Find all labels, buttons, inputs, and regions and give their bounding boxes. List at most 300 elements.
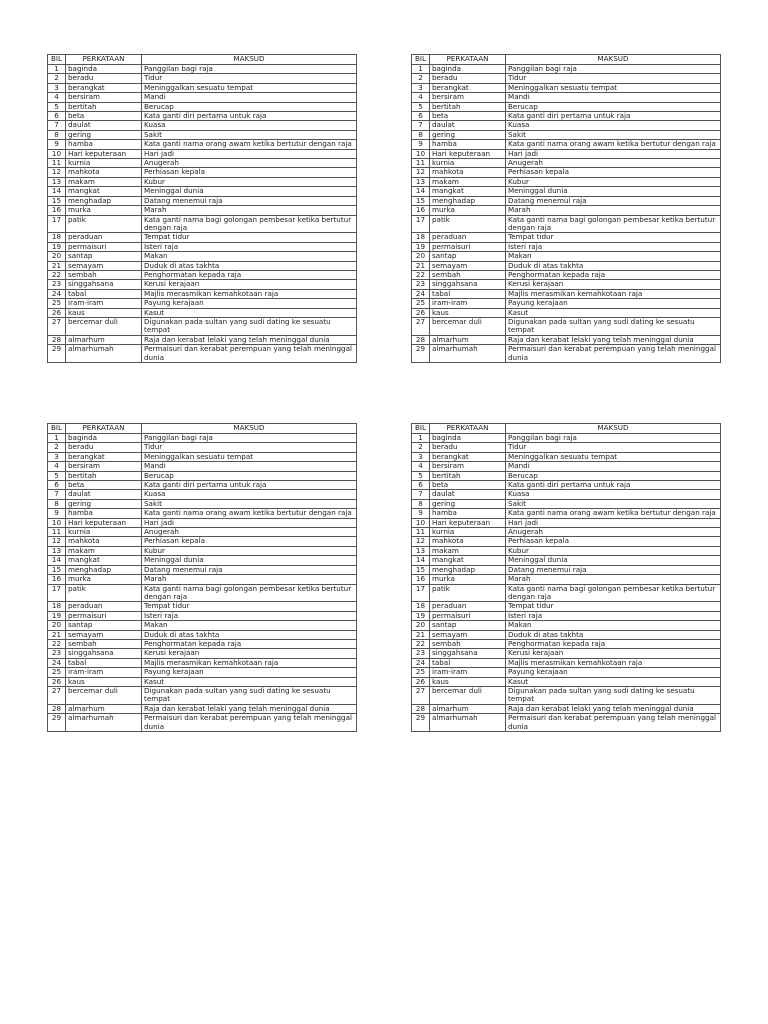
cell-perkataan: santap: [430, 621, 506, 630]
cell-bil: 13: [48, 546, 66, 555]
cell-perkataan: mangkat: [430, 556, 506, 565]
cell-bil: 4: [412, 93, 430, 102]
table-row: [412, 452, 721, 461]
cell-maksud: Meninggalkan sesuatu tempat: [142, 452, 357, 461]
vocab-table-top-left: [47, 54, 357, 363]
table-row: [412, 556, 721, 565]
cell-maksud: Kubur: [142, 546, 357, 555]
cell-bil: 2: [48, 74, 66, 83]
cell-bil: 8: [412, 499, 430, 508]
cell-perkataan: hamba: [66, 509, 142, 518]
table-row: [48, 499, 357, 508]
cell-perkataan: mahkota: [430, 537, 506, 546]
cell-bil: 28: [48, 704, 66, 713]
cell-bil: 28: [412, 335, 430, 344]
table-row: [412, 335, 721, 344]
cell-bil: 15: [412, 196, 430, 205]
cell-maksud: Berucap: [506, 102, 721, 111]
cell-maksud: Penghormatan kepada raja: [506, 270, 721, 279]
table-row: [48, 252, 357, 261]
cell-bil: 3: [48, 452, 66, 461]
cell-bil: 4: [48, 93, 66, 102]
cell-bil: 7: [412, 121, 430, 130]
cell-perkataan: mahkota: [66, 168, 142, 177]
table-row: [412, 242, 721, 251]
cell-perkataan: makam: [430, 177, 506, 186]
cell-perkataan: sembah: [66, 270, 142, 279]
cell-perkataan: patik: [66, 215, 142, 233]
cell-perkataan: daulat: [66, 121, 142, 130]
cell-maksud: Kuasa: [506, 490, 721, 499]
cell-perkataan: makam: [66, 546, 142, 555]
cell-bil: 19: [48, 242, 66, 251]
table-row: [48, 452, 357, 461]
cell-bil: 24: [412, 289, 430, 298]
cell-maksud: Marah: [142, 575, 357, 584]
cell-maksud: Kata ganti nama orang awam ketika bertutur dengan raja: [506, 140, 721, 149]
cell-maksud: Perhiasan kepala: [142, 537, 357, 546]
table-row: [48, 187, 357, 196]
cell-perkataan: hamba: [430, 140, 506, 149]
cell-bil: 6: [48, 481, 66, 490]
cell-perkataan: beta: [430, 112, 506, 121]
cell-maksud: Anugerah: [506, 159, 721, 168]
vocab-table-bottom-right: [411, 423, 721, 732]
table-row: [48, 611, 357, 620]
cell-bil: 6: [48, 112, 66, 121]
cell-bil: 27: [48, 317, 66, 335]
table-row: [412, 187, 721, 196]
table-row: [48, 658, 357, 667]
table-row: [412, 74, 721, 83]
cell-bil: 23: [412, 649, 430, 658]
cell-perkataan: kurnia: [66, 528, 142, 537]
cell-bil: 21: [48, 630, 66, 639]
cell-bil: 27: [412, 686, 430, 704]
cell-maksud: Kuasa: [506, 121, 721, 130]
cell-maksud: Mandi: [506, 93, 721, 102]
cell-bil: 23: [48, 280, 66, 289]
table-row: [412, 658, 721, 667]
table-row: [48, 196, 357, 205]
cell-perkataan: tabal: [66, 289, 142, 298]
table-row: [412, 611, 721, 620]
cell-maksud: Anugerah: [142, 528, 357, 537]
table-row: [412, 686, 721, 704]
cell-maksud: Kuasa: [142, 121, 357, 130]
table-row: [48, 443, 357, 452]
cell-maksud: Tidur: [506, 443, 721, 452]
cell-maksud: Makan: [142, 621, 357, 630]
cell-maksud: Digunakan pada sultan yang sudi dating ke sesuatu tempat: [506, 317, 721, 335]
cell-perkataan: Hari keputeraan: [66, 149, 142, 158]
cell-maksud: Payung kerajaan: [142, 299, 357, 308]
header-maksud: MAKSUD: [142, 424, 357, 434]
table-row: [412, 443, 721, 452]
cell-perkataan: baginda: [66, 65, 142, 74]
cell-maksud: Kata ganti nama orang awam ketika bertutur dengan raja: [142, 509, 357, 518]
cell-perkataan: kurnia: [430, 159, 506, 168]
cell-perkataan: daulat: [430, 121, 506, 130]
cell-bil: 9: [48, 140, 66, 149]
header-perkataan: PERKATAAN: [66, 55, 142, 65]
cell-perkataan: singgahsana: [430, 649, 506, 658]
cell-perkataan: tabal: [430, 658, 506, 667]
table-row: [48, 345, 357, 363]
cell-bil: 17: [412, 215, 430, 233]
cell-maksud: Kubur: [506, 546, 721, 555]
cell-perkataan: semayam: [430, 261, 506, 270]
cell-bil: 23: [48, 649, 66, 658]
cell-perkataan: bersiram: [66, 93, 142, 102]
cell-perkataan: beradu: [66, 443, 142, 452]
header-maksud: MAKSUD: [506, 424, 721, 434]
cell-maksud: Duduk di atas takhta: [506, 261, 721, 270]
cell-maksud: Payung kerajaan: [506, 299, 721, 308]
cell-bil: 13: [412, 177, 430, 186]
table-row: [412, 261, 721, 270]
cell-perkataan: beta: [66, 481, 142, 490]
table-row: [48, 677, 357, 686]
cell-maksud: Kata ganti nama orang awam ketika bertutur dengan raja: [142, 140, 357, 149]
cell-perkataan: gering: [66, 499, 142, 508]
cell-bil: 21: [412, 630, 430, 639]
cell-perkataan: tabal: [430, 289, 506, 298]
cell-maksud: Panggilan bagi raja: [506, 65, 721, 74]
cell-maksud: Raja dan kerabat lelaki yang telah meninggal dunia: [506, 704, 721, 713]
cell-bil: 11: [412, 159, 430, 168]
table-row: [48, 206, 357, 215]
cell-perkataan: peraduan: [66, 602, 142, 611]
table-row: [412, 584, 721, 602]
table-row: [412, 575, 721, 584]
cell-perkataan: almarhum: [66, 704, 142, 713]
cell-maksud: Payung kerajaan: [142, 668, 357, 677]
cell-bil: 20: [412, 621, 430, 630]
cell-bil: 11: [48, 159, 66, 168]
cell-maksud: Sakit: [506, 499, 721, 508]
header-bil: BIL: [48, 424, 66, 434]
cell-maksud: Majlis merasmikan kemahkotaan raja: [142, 289, 357, 298]
cell-maksud: Datang menemui raja: [142, 565, 357, 574]
table-row: [48, 83, 357, 92]
cell-maksud: Kuasa: [142, 490, 357, 499]
cell-maksud: Hari jadi: [142, 149, 357, 158]
cell-maksud: Tidur: [142, 74, 357, 83]
table-row: [48, 121, 357, 130]
table-row: [48, 261, 357, 270]
header-perkataan: PERKATAAN: [430, 55, 506, 65]
table-row: [48, 65, 357, 74]
table-row: [412, 537, 721, 546]
table-row: [48, 481, 357, 490]
table-row: [412, 308, 721, 317]
cell-maksud: Panggilan bagi raja: [142, 434, 357, 443]
cell-perkataan: daulat: [430, 490, 506, 499]
table-row: [412, 168, 721, 177]
cell-bil: 15: [412, 565, 430, 574]
cell-perkataan: permaisuri: [66, 611, 142, 620]
cell-maksud: Tempat tidur: [142, 233, 357, 242]
cell-maksud: Perhiasan kepala: [142, 168, 357, 177]
cell-perkataan: menghadap: [66, 565, 142, 574]
table-row: [48, 74, 357, 83]
table-row: [412, 621, 721, 630]
cell-bil: 14: [48, 556, 66, 565]
cell-maksud: Kubur: [142, 177, 357, 186]
table-row: [48, 317, 357, 335]
cell-perkataan: menghadap: [430, 565, 506, 574]
cell-bil: 25: [48, 299, 66, 308]
cell-perkataan: bertitah: [66, 102, 142, 111]
cell-maksud: Majlis merasmikan kemahkotaan raja: [506, 289, 721, 298]
cell-maksud: Kata ganti nama orang awam ketika bertutur dengan raja: [506, 509, 721, 518]
cell-perkataan: peraduan: [430, 602, 506, 611]
cell-perkataan: santap: [66, 252, 142, 261]
cell-maksud: Duduk di atas takhta: [142, 261, 357, 270]
cell-perkataan: bercemar duli: [66, 686, 142, 704]
cell-bil: 12: [412, 168, 430, 177]
table-row: [412, 270, 721, 279]
cell-bil: 16: [48, 575, 66, 584]
cell-maksud: Meninggalkan sesuatu tempat: [506, 83, 721, 92]
cell-perkataan: kaus: [430, 308, 506, 317]
table-row: [48, 518, 357, 527]
cell-perkataan: bersiram: [430, 462, 506, 471]
cell-perkataan: bercemar duli: [430, 686, 506, 704]
table-row: [48, 649, 357, 658]
cell-perkataan: baginda: [430, 65, 506, 74]
cell-bil: 14: [48, 187, 66, 196]
cell-bil: 20: [412, 252, 430, 261]
cell-maksud: Digunakan pada sultan yang sudi dating ke sesuatu tempat: [142, 317, 357, 335]
table-row: [412, 196, 721, 205]
table-row: [48, 177, 357, 186]
table-row: [412, 159, 721, 168]
table-row: [48, 270, 357, 279]
table-row: [412, 280, 721, 289]
cell-bil: 18: [412, 602, 430, 611]
cell-maksud: Marah: [142, 206, 357, 215]
cell-maksud: Datang menemui raja: [506, 196, 721, 205]
cell-perkataan: almarhumah: [66, 714, 142, 732]
cell-maksud: Kata ganti nama bagi golongan pembesar ketika bertutur dengan raja: [506, 584, 721, 602]
table-row: [48, 537, 357, 546]
cell-perkataan: berangkat: [66, 452, 142, 461]
header-maksud: MAKSUD: [506, 55, 721, 65]
cell-perkataan: makam: [430, 546, 506, 555]
cell-bil: 20: [48, 621, 66, 630]
table-row: [412, 83, 721, 92]
cell-maksud: Permaisuri dan kerabat perempuan yang telah meninggal dunia: [142, 714, 357, 732]
cell-perkataan: iram-iram: [430, 299, 506, 308]
cell-bil: 25: [48, 668, 66, 677]
cell-perkataan: kaus: [66, 677, 142, 686]
table-row: [412, 630, 721, 639]
table-row: [412, 714, 721, 732]
cell-bil: 2: [412, 74, 430, 83]
cell-bil: 6: [412, 481, 430, 490]
cell-perkataan: singgahsana: [66, 649, 142, 658]
cell-maksud: Penghormatan kepada raja: [506, 639, 721, 648]
cell-bil: 20: [48, 252, 66, 261]
cell-maksud: Hari jadi: [142, 518, 357, 527]
cell-perkataan: kaus: [430, 677, 506, 686]
table-row: [48, 112, 357, 121]
table-row: [48, 471, 357, 480]
table-row: [48, 714, 357, 732]
table-row: [48, 546, 357, 555]
cell-bil: 5: [48, 471, 66, 480]
cell-maksud: Perhiasan kepala: [506, 537, 721, 546]
table-row: [412, 140, 721, 149]
cell-maksud: Meninggal dunia: [142, 556, 357, 565]
cell-perkataan: peraduan: [430, 233, 506, 242]
cell-perkataan: makam: [66, 177, 142, 186]
table-row: [412, 206, 721, 215]
table-row: [412, 518, 721, 527]
cell-perkataan: bertitah: [430, 471, 506, 480]
cell-perkataan: sembah: [430, 639, 506, 648]
cell-bil: 18: [48, 233, 66, 242]
cell-maksud: Kerusi kerajaan: [142, 649, 357, 658]
cell-bil: 24: [48, 289, 66, 298]
cell-bil: 22: [412, 270, 430, 279]
cell-bil: 2: [48, 443, 66, 452]
cell-bil: 22: [48, 639, 66, 648]
cell-perkataan: permaisuri: [66, 242, 142, 251]
table-row: [412, 704, 721, 713]
cell-bil: 27: [412, 317, 430, 335]
cell-bil: 4: [412, 462, 430, 471]
cell-perkataan: gering: [430, 499, 506, 508]
cell-perkataan: murka: [430, 575, 506, 584]
cell-maksud: Kerusi kerajaan: [142, 280, 357, 289]
cell-maksud: Permaisuri dan kerabat perempuan yang telah meninggal dunia: [506, 714, 721, 732]
cell-perkataan: kurnia: [430, 528, 506, 537]
cell-bil: 16: [412, 206, 430, 215]
cell-maksud: Makan: [506, 621, 721, 630]
table-row: [412, 602, 721, 611]
cell-maksud: Kata ganti diri pertama untuk raja: [506, 112, 721, 121]
cell-bil: 10: [48, 149, 66, 158]
cell-bil: 25: [412, 668, 430, 677]
cell-bil: 8: [412, 130, 430, 139]
cell-maksud: Kasut: [506, 677, 721, 686]
cell-bil: 14: [412, 187, 430, 196]
cell-bil: 22: [412, 639, 430, 648]
cell-bil: 19: [412, 611, 430, 620]
cell-maksud: Meninggal dunia: [506, 556, 721, 565]
cell-maksud: Kasut: [142, 308, 357, 317]
cell-bil: 7: [412, 490, 430, 499]
cell-bil: 2: [412, 443, 430, 452]
cell-maksud: Tempat tidur: [506, 233, 721, 242]
cell-perkataan: almarhumah: [430, 714, 506, 732]
table-row: [412, 130, 721, 139]
table-row: [412, 677, 721, 686]
cell-bil: 11: [412, 528, 430, 537]
table-row: [412, 112, 721, 121]
cell-bil: 13: [412, 546, 430, 555]
table-row: [412, 121, 721, 130]
table-row: [412, 565, 721, 574]
cell-maksud: Permaisuri dan kerabat perempuan yang telah meninggal dunia: [142, 345, 357, 363]
table-row: [48, 140, 357, 149]
table-row: [48, 102, 357, 111]
table-row: [48, 621, 357, 630]
cell-perkataan: mangkat: [430, 187, 506, 196]
cell-bil: 5: [412, 471, 430, 480]
vocab-table-bottom-left: [47, 423, 357, 732]
cell-perkataan: hamba: [66, 140, 142, 149]
table-row: [48, 168, 357, 177]
table-row: [412, 289, 721, 298]
cell-bil: 9: [412, 509, 430, 518]
cell-maksud: Duduk di atas takhta: [142, 630, 357, 639]
table-row: [412, 65, 721, 74]
cell-maksud: Perhiasan kepala: [506, 168, 721, 177]
cell-maksud: Kata ganti nama bagi golongan pembesar ketika bertutur dengan raja: [142, 584, 357, 602]
cell-perkataan: peraduan: [66, 233, 142, 242]
table-row: [48, 509, 357, 518]
cell-perkataan: Hari keputeraan: [66, 518, 142, 527]
table-row: [48, 149, 357, 158]
cell-bil: 4: [48, 462, 66, 471]
table-row: [412, 499, 721, 508]
cell-maksud: Sakit: [142, 499, 357, 508]
cell-perkataan: beta: [430, 481, 506, 490]
table-row: [48, 630, 357, 639]
cell-maksud: Kerusi kerajaan: [506, 649, 721, 658]
cell-perkataan: singgahsana: [430, 280, 506, 289]
header-perkataan: PERKATAAN: [430, 424, 506, 434]
cell-maksud: Raja dan kerabat lelaki yang telah meninggal dunia: [142, 704, 357, 713]
cell-perkataan: beradu: [430, 443, 506, 452]
table-row: [48, 434, 357, 443]
cell-maksud: Tidur: [506, 74, 721, 83]
cell-maksud: Berucap: [506, 471, 721, 480]
cell-bil: 23: [412, 280, 430, 289]
table-row: [412, 215, 721, 233]
table-row: [48, 242, 357, 251]
cell-bil: 12: [48, 537, 66, 546]
cell-bil: 5: [412, 102, 430, 111]
cell-perkataan: semayam: [66, 630, 142, 639]
table-row: [412, 471, 721, 480]
cell-perkataan: sembah: [66, 639, 142, 648]
cell-maksud: Duduk di atas takhta: [506, 630, 721, 639]
table-row: [412, 509, 721, 518]
cell-perkataan: Hari keputeraan: [430, 149, 506, 158]
cell-maksud: Anugerah: [506, 528, 721, 537]
cell-perkataan: almarhumah: [66, 345, 142, 363]
table-row: [412, 317, 721, 335]
cell-bil: 6: [412, 112, 430, 121]
cell-maksud: Kasut: [142, 677, 357, 686]
cell-perkataan: semayam: [66, 261, 142, 270]
cell-perkataan: menghadap: [430, 196, 506, 205]
cell-perkataan: murka: [66, 206, 142, 215]
cell-maksud: Meninggalkan sesuatu tempat: [142, 83, 357, 92]
cell-bil: 28: [412, 704, 430, 713]
cell-bil: 19: [48, 611, 66, 620]
cell-perkataan: gering: [430, 130, 506, 139]
cell-perkataan: iram-iram: [66, 299, 142, 308]
table-row: [48, 639, 357, 648]
cell-perkataan: beta: [66, 112, 142, 121]
cell-perkataan: berangkat: [430, 452, 506, 461]
